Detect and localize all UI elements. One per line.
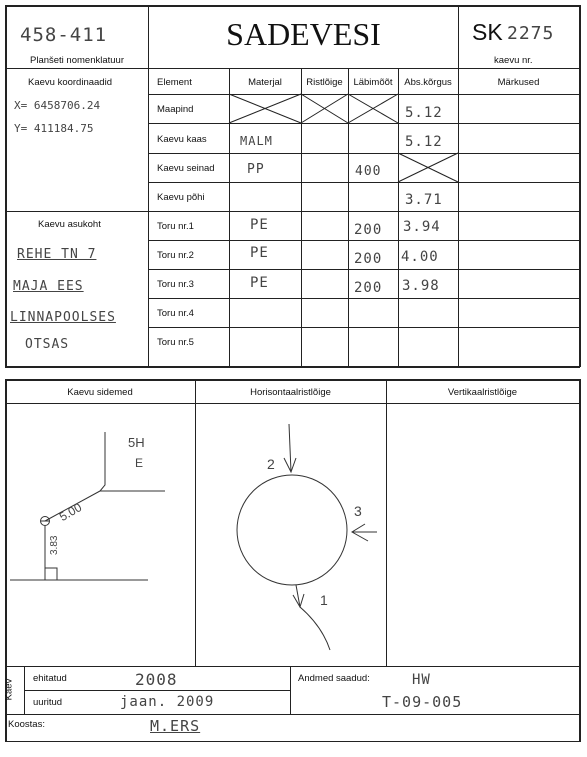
sheet-number: 458-411: [20, 24, 108, 46]
well-label: kaevu nr.: [494, 55, 533, 66]
coordinates-label: Kaevu koordinaadid: [28, 77, 112, 88]
location-line-1: REHE TN 7: [17, 247, 97, 262]
table-header-element: Element: [157, 77, 192, 88]
row-element: Toru nr.1: [157, 221, 194, 232]
pipe-number-label: 2: [267, 456, 275, 472]
table-header-elevation: Abs.kõrgus: [404, 77, 452, 88]
pipe-number-label: 1: [320, 592, 328, 608]
author-value: M.ERS: [150, 717, 201, 735]
row-element: Toru nr.5: [157, 337, 194, 348]
row-material: PE: [250, 217, 269, 233]
data-source-code: T-09-005: [382, 693, 463, 711]
distance-label: 5.00: [56, 500, 85, 524]
coordinate-x: X= 6458706.24: [14, 99, 101, 112]
row-diameter: 200: [354, 222, 383, 238]
author-label: Koostas:: [8, 719, 45, 730]
pipe-number-label: 3: [354, 503, 362, 519]
page-title: SADEVESI: [226, 16, 381, 52]
table-header-section: Ristlõige: [306, 77, 343, 88]
row-elevation: 3.94: [403, 219, 441, 235]
row-material: PP: [247, 162, 265, 177]
row-material: MALM: [240, 134, 273, 148]
horizontal-section-label: Horisontaalristlõige: [250, 387, 331, 398]
row-element: Toru nr.4: [157, 308, 194, 319]
table-header-diameter: Läbimõõt: [353, 77, 393, 88]
surveyed-value: jaan. 2009: [120, 694, 215, 710]
location-line-3: LINNAPOOLSES: [10, 310, 116, 325]
row-diameter: 200: [354, 280, 383, 296]
data-source-value: HW: [412, 672, 431, 688]
vertical-section-label: Vertikaalristlõige: [447, 387, 518, 398]
built-label: ehitatud: [33, 673, 67, 684]
built-value: 2008: [135, 670, 178, 689]
row-elevation: 3.71: [405, 192, 443, 208]
footer-side-label: Kaev: [3, 678, 15, 701]
row-elevation: 3.98: [402, 278, 440, 294]
row-diameter: 200: [354, 251, 383, 267]
row-element: Kaevu seinad: [157, 163, 215, 174]
row-material: PE: [250, 275, 269, 291]
row-diameter: 400: [355, 164, 382, 179]
row-element: Toru nr.2: [157, 250, 194, 261]
row-elevation: 5.12: [405, 105, 443, 121]
row-material: PE: [250, 245, 269, 261]
building-sub-label: E: [135, 456, 144, 470]
row-elevation: 5.12: [405, 134, 443, 150]
table-header-notes: Märkused: [497, 77, 540, 88]
coordinate-y: Y= 411184.75: [14, 122, 94, 135]
row-elevation: 4.00: [401, 249, 439, 265]
row-element: Kaevu põhi: [157, 192, 205, 203]
distance-label: 3.83: [49, 535, 60, 555]
row-element: Maapind: [157, 104, 194, 115]
row-element: Kaevu kaas: [157, 134, 207, 145]
building-label: 5H: [128, 435, 145, 450]
data-source-label: Andmed saadud:: [298, 673, 370, 684]
sheet-label: Planšeti nomenklatuur: [30, 55, 124, 66]
row-element: Toru nr.3: [157, 279, 194, 290]
location-line-2: MAJA EES: [13, 279, 84, 294]
location-label: Kaevu asukoht: [38, 219, 101, 230]
location-line-4: OTSAS: [25, 337, 70, 352]
well-prefix: SK: [472, 19, 503, 45]
well-number: 2275: [507, 23, 555, 44]
surveyed-label: uuritud: [33, 697, 63, 708]
links-label: Kaevu sidemed: [67, 387, 133, 398]
table-header-material: Materjal: [248, 77, 282, 88]
